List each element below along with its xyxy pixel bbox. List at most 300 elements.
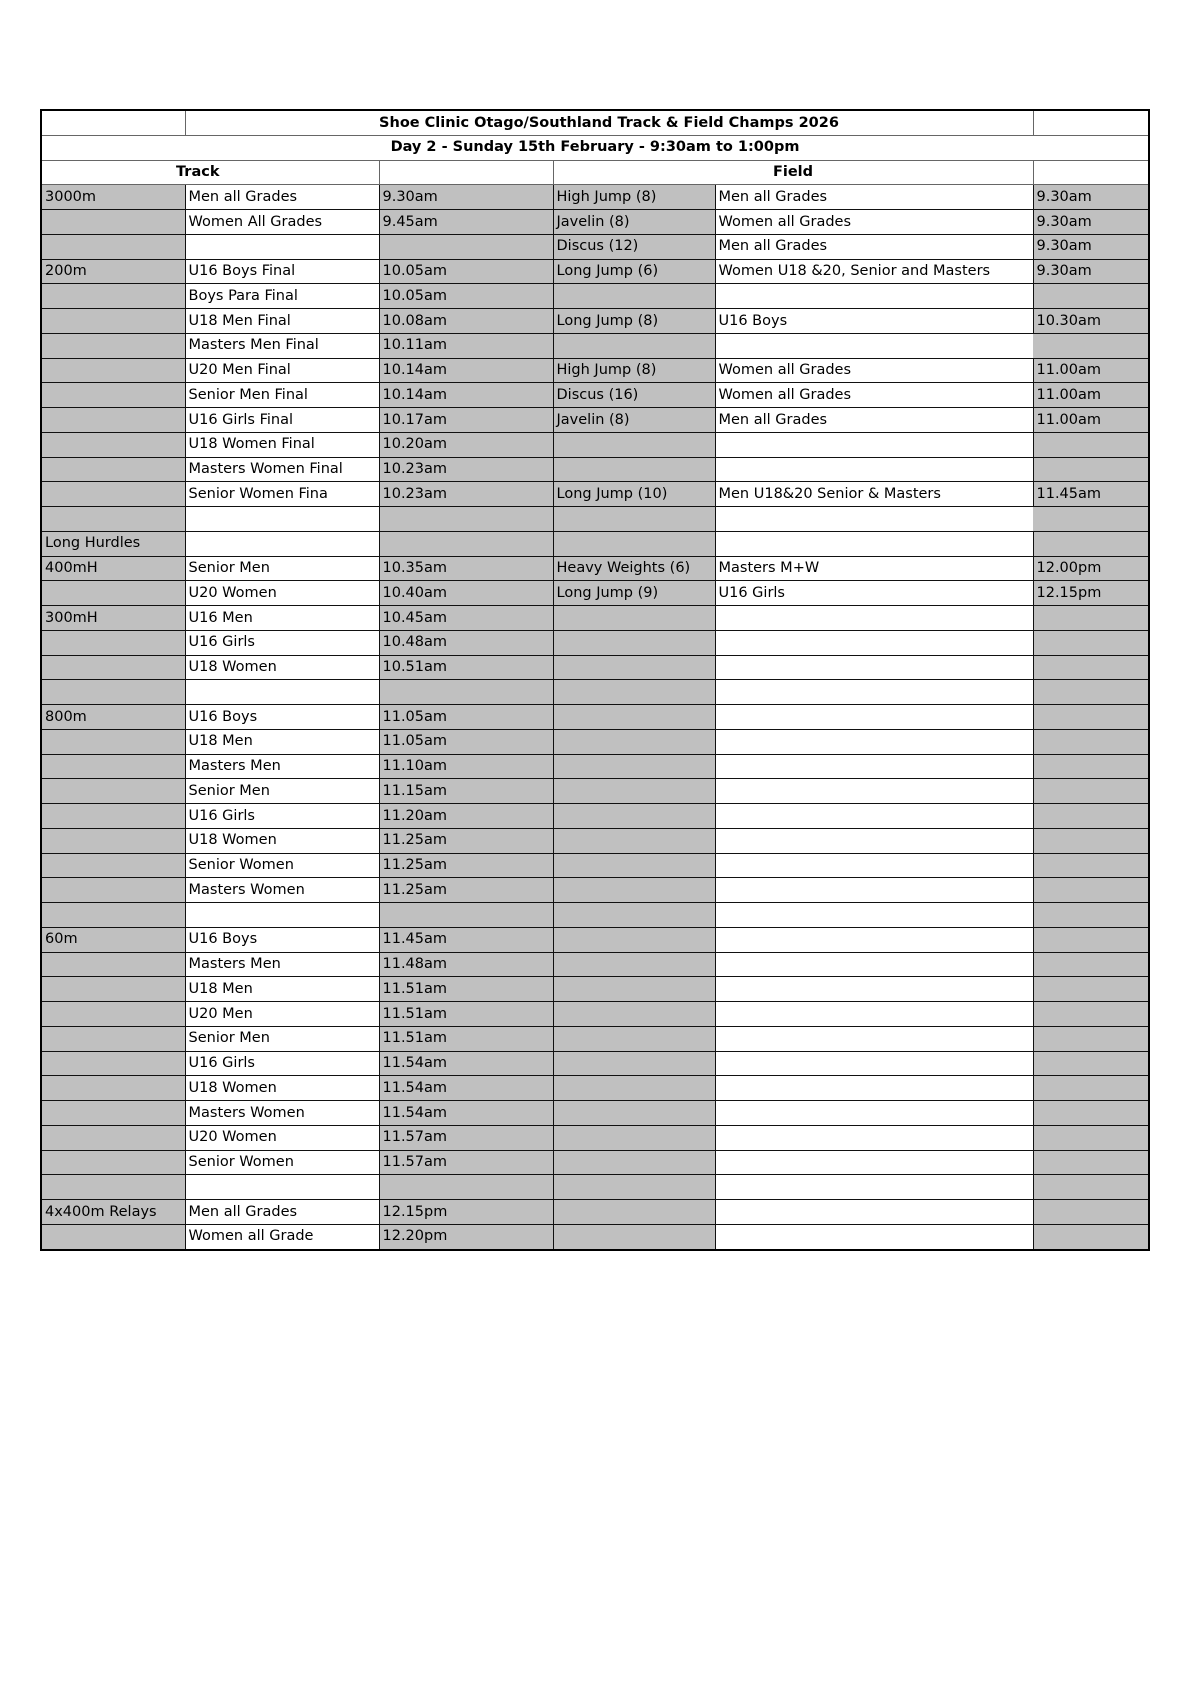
field-event-cell [553,779,715,804]
track-time-cell [379,680,553,705]
track-category-cell: Masters Men [185,952,379,977]
track-time-cell: 11.20am [379,804,553,829]
track-time-cell: 11.54am [379,1101,553,1126]
field-event-cell [553,457,715,482]
event-cell: 60m [41,927,185,952]
track-time-cell: 10.08am [379,309,553,334]
track-time-cell: 10.05am [379,259,553,284]
track-category-cell: U16 Girls Final [185,408,379,433]
track-category-cell [185,234,379,259]
field-group-cell: Men all Grades [715,185,1033,210]
field-time-cell [1033,779,1149,804]
event-cell [41,729,185,754]
event-cell [41,482,185,507]
field-time-cell [1033,1002,1149,1027]
event-cell: 400mH [41,556,185,581]
field-group-cell [715,828,1033,853]
schedule-row [41,1224,1149,1249]
track-time-cell: 11.48am [379,952,553,977]
track-time-cell: 11.57am [379,1150,553,1175]
field-time-cell [1033,1026,1149,1051]
track-category-cell [185,680,379,705]
field-event-cell [553,878,715,903]
schedule-row [41,828,1149,853]
field-time-cell: 9.30am [1033,210,1149,235]
field-time-cell [1033,1125,1149,1150]
field-group-cell [715,1101,1033,1126]
event-cell [41,1051,185,1076]
event-cell: 200m [41,259,185,284]
track-category-cell: Masters Men [185,754,379,779]
field-group-cell: Women all Grades [715,383,1033,408]
field-group-cell [715,680,1033,705]
track-category-cell: U18 Women [185,828,379,853]
field-event-cell [553,1026,715,1051]
event-cell [41,1002,185,1027]
field-time-cell: 10.30am [1033,309,1149,334]
field-group-cell: Masters M+W [715,556,1033,581]
schedule-row [41,1002,1149,1027]
field-event-cell [553,853,715,878]
schedule-row [41,284,1149,309]
field-event-cell [553,705,715,730]
schedule-row [41,259,1149,284]
field-time-cell: 11.00am [1033,383,1149,408]
schedule-row [41,1200,1149,1225]
field-event-cell [553,754,715,779]
schedule-row [41,1051,1149,1076]
subtitle-row [41,135,1149,160]
schedule-row [41,1175,1149,1200]
event-cell [41,977,185,1002]
field-time-cell [1033,1076,1149,1101]
field-event-cell [553,804,715,829]
schedule-row [41,754,1149,779]
field-event-cell: Long Jump (6) [553,259,715,284]
field-event-cell [553,729,715,754]
field-event-cell [553,952,715,977]
field-time-cell [1033,1101,1149,1126]
event-cell: Long Hurdles [41,531,185,556]
schedule-row [41,1101,1149,1126]
field-time-cell [1033,1051,1149,1076]
field-event-cell [553,1002,715,1027]
track-time-cell: 10.11am [379,333,553,358]
field-time-cell: 11.00am [1033,358,1149,383]
field-group-cell [715,1200,1033,1225]
field-event-cell: Heavy Weights (6) [553,556,715,581]
field-time-cell [1033,531,1149,556]
schedule-row [41,1150,1149,1175]
track-category-cell: Women all Grade [185,1224,379,1249]
event-cell [41,680,185,705]
schedule-row [41,383,1149,408]
track-time-cell: 11.05am [379,705,553,730]
field-event-cell: Javelin (8) [553,408,715,433]
field-time-cell [1033,630,1149,655]
field-event-cell: Discus (12) [553,234,715,259]
field-event-cell [553,1076,715,1101]
schedule-row [41,185,1149,210]
track-category-cell: U16 Men [185,606,379,631]
field-time-cell [1033,606,1149,631]
event-cell [41,284,185,309]
section-header-row [41,160,1149,185]
field-group-cell: U16 Girls [715,581,1033,606]
field-time-cell [1033,729,1149,754]
event-cell [41,1224,185,1249]
title-row [41,110,1149,135]
field-group-cell [715,630,1033,655]
track-time-cell: 10.35am [379,556,553,581]
track-category-cell: U18 Men [185,729,379,754]
field-event-cell: Long Jump (8) [553,309,715,334]
track-time-cell [379,234,553,259]
track-category-cell: Women All Grades [185,210,379,235]
schedule-row [41,779,1149,804]
event-cell: 4x400m Relays [41,1200,185,1225]
track-category-cell: Masters Women [185,1101,379,1126]
field-event-cell: Javelin (8) [553,210,715,235]
field-header: Field [553,160,1033,185]
track-category-cell: Senior Men [185,779,379,804]
field-event-cell [553,828,715,853]
event-cell [41,1076,185,1101]
field-time-cell [1033,333,1149,358]
track-category-cell: Senior Men [185,556,379,581]
title-blank-left [41,110,185,135]
field-time-cell [1033,977,1149,1002]
track-time-cell: 11.51am [379,977,553,1002]
track-time-cell: 10.20am [379,432,553,457]
field-time-cell: 9.30am [1033,259,1149,284]
field-event-cell [553,432,715,457]
track-category-cell: Masters Men Final [185,333,379,358]
track-time-cell [379,903,553,928]
track-category-cell: Senior Women [185,853,379,878]
field-group-cell: Men all Grades [715,408,1033,433]
field-time-cell [1033,952,1149,977]
field-event-cell [553,680,715,705]
field-event-cell [553,1150,715,1175]
track-time-cell: 10.51am [379,655,553,680]
event-cell [41,358,185,383]
event-cell [41,779,185,804]
track-time-cell: 9.45am [379,210,553,235]
event-cell: 300mH [41,606,185,631]
field-time-cell [1033,432,1149,457]
event-cell [41,903,185,928]
field-event-cell [553,606,715,631]
field-event-cell [553,903,715,928]
field-group-cell [715,1224,1033,1249]
track-category-cell: U16 Girls [185,630,379,655]
track-category-cell [185,1175,379,1200]
track-time-cell: 11.51am [379,1002,553,1027]
schedule-row [41,432,1149,457]
field-time-cell [1033,927,1149,952]
track-time-cell: 10.45am [379,606,553,631]
field-time-cell [1033,878,1149,903]
field-time-cell [1033,705,1149,730]
schedule-row [41,977,1149,1002]
field-event-cell [553,630,715,655]
schedule-row [41,556,1149,581]
track-category-cell: U16 Boys Final [185,259,379,284]
field-group-cell: Women all Grades [715,358,1033,383]
track-category-cell: Masters Women [185,878,379,903]
track-time-cell: 10.14am [379,358,553,383]
track-time-cell: 10.23am [379,457,553,482]
event-cell [41,1026,185,1051]
field-event-cell [553,1101,715,1126]
field-event-cell [553,531,715,556]
track-time-cell: 10.14am [379,383,553,408]
field-group-cell [715,457,1033,482]
schedule-row [41,234,1149,259]
field-event-cell: High Jump (8) [553,358,715,383]
field-time-cell: 12.15pm [1033,581,1149,606]
field-group-cell [715,432,1033,457]
field-time-cell: 9.30am [1033,185,1149,210]
track-category-cell: U18 Men Final [185,309,379,334]
field-time-cell: 12.00pm [1033,556,1149,581]
schedule-title: Shoe Clinic Otago/Southland Track & Field Champs 2026 [185,110,1033,135]
field-time-cell: 11.00am [1033,408,1149,433]
field-time-cell [1033,853,1149,878]
track-time-cell [379,1175,553,1200]
schedule-row [41,1076,1149,1101]
field-group-cell [715,1150,1033,1175]
track-time-cell: 9.30am [379,185,553,210]
track-header: Track [176,164,220,181]
field-group-cell [715,952,1033,977]
field-group-cell: Women all Grades [715,210,1033,235]
event-cell [41,234,185,259]
event-cell [41,432,185,457]
track-category-cell: U16 Girls [185,804,379,829]
track-category-cell [185,531,379,556]
schedule-row [41,729,1149,754]
field-time-cell [1033,754,1149,779]
track-time-cell: 11.25am [379,853,553,878]
track-time-cell: 10.23am [379,482,553,507]
event-cell [41,210,185,235]
field-event-cell: Discus (16) [553,383,715,408]
field-group-cell: U16 Boys [715,309,1033,334]
field-event-cell [553,1175,715,1200]
field-group-cell [715,507,1033,532]
event-cell [41,952,185,977]
track-category-cell: U20 Men Final [185,358,379,383]
title-blank-right [1033,110,1149,135]
schedule-row [41,680,1149,705]
field-group-cell [715,1026,1033,1051]
event-cell [41,333,185,358]
event-cell [41,828,185,853]
track-time-cell: 11.25am [379,878,553,903]
field-time-cell [1033,1224,1149,1249]
field-group-cell [715,531,1033,556]
event-cell [41,655,185,680]
field-group-cell [715,606,1033,631]
field-time-cell [1033,284,1149,309]
track-time-cell: 12.15pm [379,1200,553,1225]
track-time-cell: 11.54am [379,1076,553,1101]
field-time-cell [1033,804,1149,829]
field-time-cell [1033,655,1149,680]
field-group-cell [715,333,1033,358]
schedule-row [41,457,1149,482]
field-time-cell [1033,457,1149,482]
event-cell [41,383,185,408]
track-category-cell: U20 Women [185,1125,379,1150]
track-time-cell: 11.57am [379,1125,553,1150]
track-category-cell: Boys Para Final [185,284,379,309]
schedule-row [41,507,1149,532]
field-time-cell [1033,1175,1149,1200]
track-time-cell: 11.51am [379,1026,553,1051]
track-time-cell [379,531,553,556]
track-time-cell: 10.05am [379,284,553,309]
schedule-row [41,903,1149,928]
track-time-cell: 11.45am [379,927,553,952]
header-blank [379,160,553,185]
track-category-cell: U18 Women [185,1076,379,1101]
event-cell [41,1125,185,1150]
field-group-cell [715,977,1033,1002]
event-cell [41,408,185,433]
track-time-cell: 11.05am [379,729,553,754]
field-group-cell [715,903,1033,928]
field-event-cell [553,927,715,952]
field-group-cell [715,1002,1033,1027]
track-time-cell: 11.54am [379,1051,553,1076]
schedule-table [40,109,1150,1251]
header-blank-right [1033,160,1149,185]
event-cell [41,754,185,779]
schedule-row [41,358,1149,383]
field-event-cell: Long Jump (10) [553,482,715,507]
track-category-cell: U20 Women [185,581,379,606]
field-time-cell [1033,1150,1149,1175]
track-category-cell: Men all Grades [185,1200,379,1225]
schedule-row [41,482,1149,507]
event-cell [41,581,185,606]
field-group-cell [715,1051,1033,1076]
field-event-cell [553,1224,715,1249]
field-time-cell: 9.30am [1033,234,1149,259]
field-group-cell [715,878,1033,903]
track-category-cell [185,903,379,928]
field-group-cell [715,1175,1033,1200]
track-category-cell: Masters Women Final [185,457,379,482]
event-cell: 800m [41,705,185,730]
field-group-cell [715,1076,1033,1101]
schedule-row [41,408,1149,433]
event-cell [41,878,185,903]
field-time-cell: 11.45am [1033,482,1149,507]
field-group-cell [715,705,1033,730]
field-event-cell: Long Jump (9) [553,581,715,606]
field-event-cell [553,1051,715,1076]
field-group-cell [715,655,1033,680]
schedule-row [41,630,1149,655]
schedule-row [41,878,1149,903]
track-category-cell [185,507,379,532]
field-group-cell [715,853,1033,878]
schedule-subtitle: Day 2 - Sunday 15th February - 9:30am to 1:00pm [41,135,1149,160]
field-event-cell [553,655,715,680]
track-category-cell: U16 Boys [185,705,379,730]
track-header-cell [41,160,379,185]
field-group-cell [715,1125,1033,1150]
track-time-cell: 11.25am [379,828,553,853]
track-category-cell: U18 Men [185,977,379,1002]
field-time-cell [1033,903,1149,928]
track-category-cell: U20 Men [185,1002,379,1027]
field-event-cell [553,1200,715,1225]
schedule-row [41,927,1149,952]
track-category-cell: U18 Women Final [185,432,379,457]
field-group-cell [715,729,1033,754]
event-cell [41,309,185,334]
field-group-cell [715,804,1033,829]
event-cell [41,853,185,878]
event-cell [41,804,185,829]
field-event-cell [553,333,715,358]
event-cell [41,630,185,655]
field-group-cell: Men U18&20 Senior & Masters [715,482,1033,507]
track-category-cell: Men all Grades [185,185,379,210]
track-category-cell: Senior Men [185,1026,379,1051]
track-category-cell: U18 Women [185,655,379,680]
field-event-cell [553,507,715,532]
event-cell [41,507,185,532]
event-cell: 3000m [41,185,185,210]
event-cell [41,1175,185,1200]
schedule-row [41,210,1149,235]
field-group-cell [715,754,1033,779]
field-event-cell [553,977,715,1002]
field-event-cell: High Jump (8) [553,185,715,210]
schedule-row [41,581,1149,606]
field-group-cell: Women U18 &20, Senior and Masters [715,259,1033,284]
field-event-cell [553,284,715,309]
schedule-row [41,655,1149,680]
schedule-row [41,952,1149,977]
track-time-cell: 10.48am [379,630,553,655]
field-group-cell [715,779,1033,804]
schedule-row [41,531,1149,556]
field-time-cell [1033,680,1149,705]
field-time-cell [1033,1200,1149,1225]
schedule-row [41,606,1149,631]
schedule-row [41,804,1149,829]
track-category-cell: Senior Men Final [185,383,379,408]
track-category-cell: U16 Girls [185,1051,379,1076]
event-cell [41,1101,185,1126]
schedule-row [41,705,1149,730]
field-group-cell: Men all Grades [715,234,1033,259]
track-time-cell [379,507,553,532]
field-time-cell [1033,828,1149,853]
track-category-cell: Senior Women [185,1150,379,1175]
track-category-cell: U16 Boys [185,927,379,952]
field-time-cell [1033,507,1149,532]
schedule-row [41,1125,1149,1150]
schedule-row [41,1026,1149,1051]
